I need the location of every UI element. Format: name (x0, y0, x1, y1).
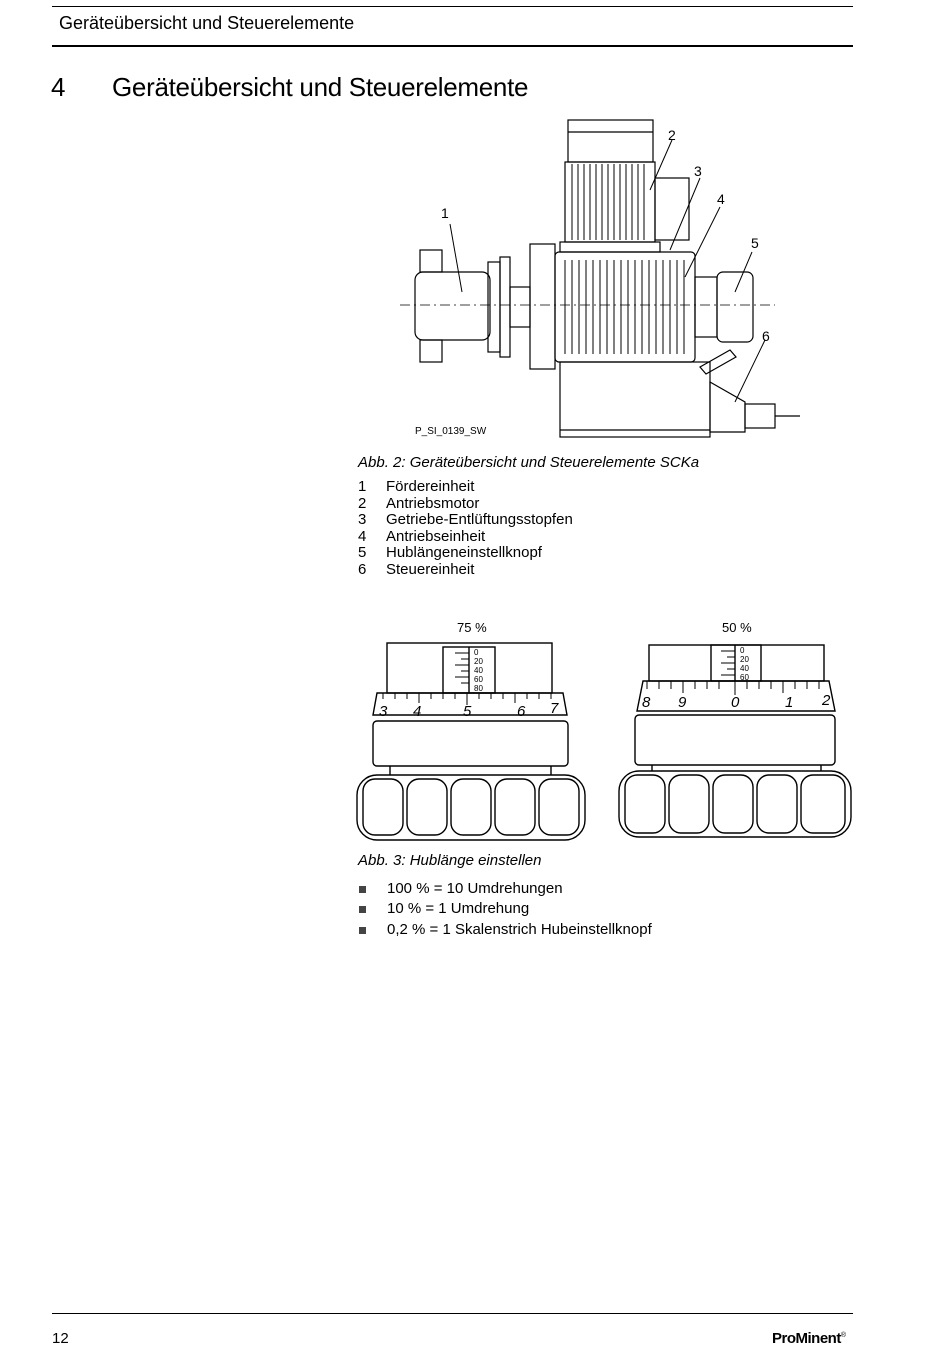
callout-2: 2 (668, 127, 676, 143)
callout-3: 3 (694, 163, 702, 179)
knob-left-window-80: 80 (474, 684, 483, 693)
image-code: P_SI_0139_SW (415, 426, 487, 437)
knob-right-window-20: 20 (740, 655, 749, 664)
knob-left-scale-6: 6 (517, 703, 526, 720)
figure2-caption: Abb. 2: Geräteübersicht und Steuerelemente SCKa (358, 454, 700, 471)
legend-item: 2 Antriebsmotor (358, 494, 480, 512)
chapter-title: Geräteübersicht und Steuerelemente (112, 72, 529, 102)
callout-6: 6 (762, 328, 770, 344)
legend-item: 5 Hublängeneinstellknopf (358, 544, 542, 562)
callout-4: 4 (717, 191, 725, 207)
header-bottom-rule (52, 45, 853, 47)
stroke-knob-right-drawing (617, 635, 857, 845)
knob-right-window-0: 0 (740, 646, 745, 655)
footer-rule (52, 1313, 853, 1314)
knob-left-window-40: 40 (474, 666, 483, 675)
list-item: 0,2 % = 1 Skalenstrich Hubeinstellknopf (358, 920, 652, 940)
knob-left-percent: 75 % (457, 620, 487, 635)
legend-item: 6 Steuereinheit (358, 560, 475, 578)
legend-item: 3 Getriebe-Entlüftungsstopfen (358, 511, 573, 529)
knob-right-scale-0: 0 (731, 694, 740, 711)
chapter-number: 4 (51, 72, 66, 102)
stroke-info-list (358, 879, 652, 940)
running-header: Geräteübersicht und Steuerelemente (59, 13, 355, 33)
knob-right-window-60: 60 (740, 673, 749, 682)
figure3-caption: Abb. 3: Hublänge einstellen (358, 852, 542, 869)
knob-left-window-60: 60 (474, 675, 483, 684)
knob-left-scale-3: 3 (379, 703, 388, 720)
bullet-square-icon (359, 906, 366, 913)
callout-1: 1 (441, 205, 449, 221)
prominent-logo: ProMinent® (772, 1330, 846, 1347)
knob-left-scale-7: 7 (550, 700, 559, 717)
page-number: 12 (52, 1330, 69, 1347)
legend-item: 4 Antriebseinheit (358, 527, 486, 545)
bullet-square-icon (359, 927, 366, 934)
knob-right-scale-1: 1 (785, 694, 794, 711)
callout-5: 5 (751, 235, 759, 251)
knob-right-percent: 50 % (722, 620, 752, 635)
bullet-square-icon (359, 886, 366, 893)
knob-left-window-20: 20 (474, 657, 483, 666)
device-overview-drawing (380, 112, 840, 442)
legend-item: 1 Fördereinheit (358, 478, 475, 495)
knob-left-scale-4: 4 (413, 703, 422, 720)
knob-right-scale-2: 2 (822, 692, 831, 709)
knob-left-scale-5: 5 (463, 703, 472, 720)
figure2-legend (358, 479, 573, 579)
header-top-rule (52, 6, 853, 7)
list-item: 100 % = 10 Umdrehungen (358, 879, 652, 899)
knob-right-window-40: 40 (740, 664, 749, 673)
knob-right-scale-9: 9 (678, 694, 687, 711)
knob-left-window-0: 0 (474, 648, 479, 657)
list-item: 10 % = 1 Umdrehung (358, 899, 652, 919)
knob-right-scale-8: 8 (642, 694, 651, 711)
